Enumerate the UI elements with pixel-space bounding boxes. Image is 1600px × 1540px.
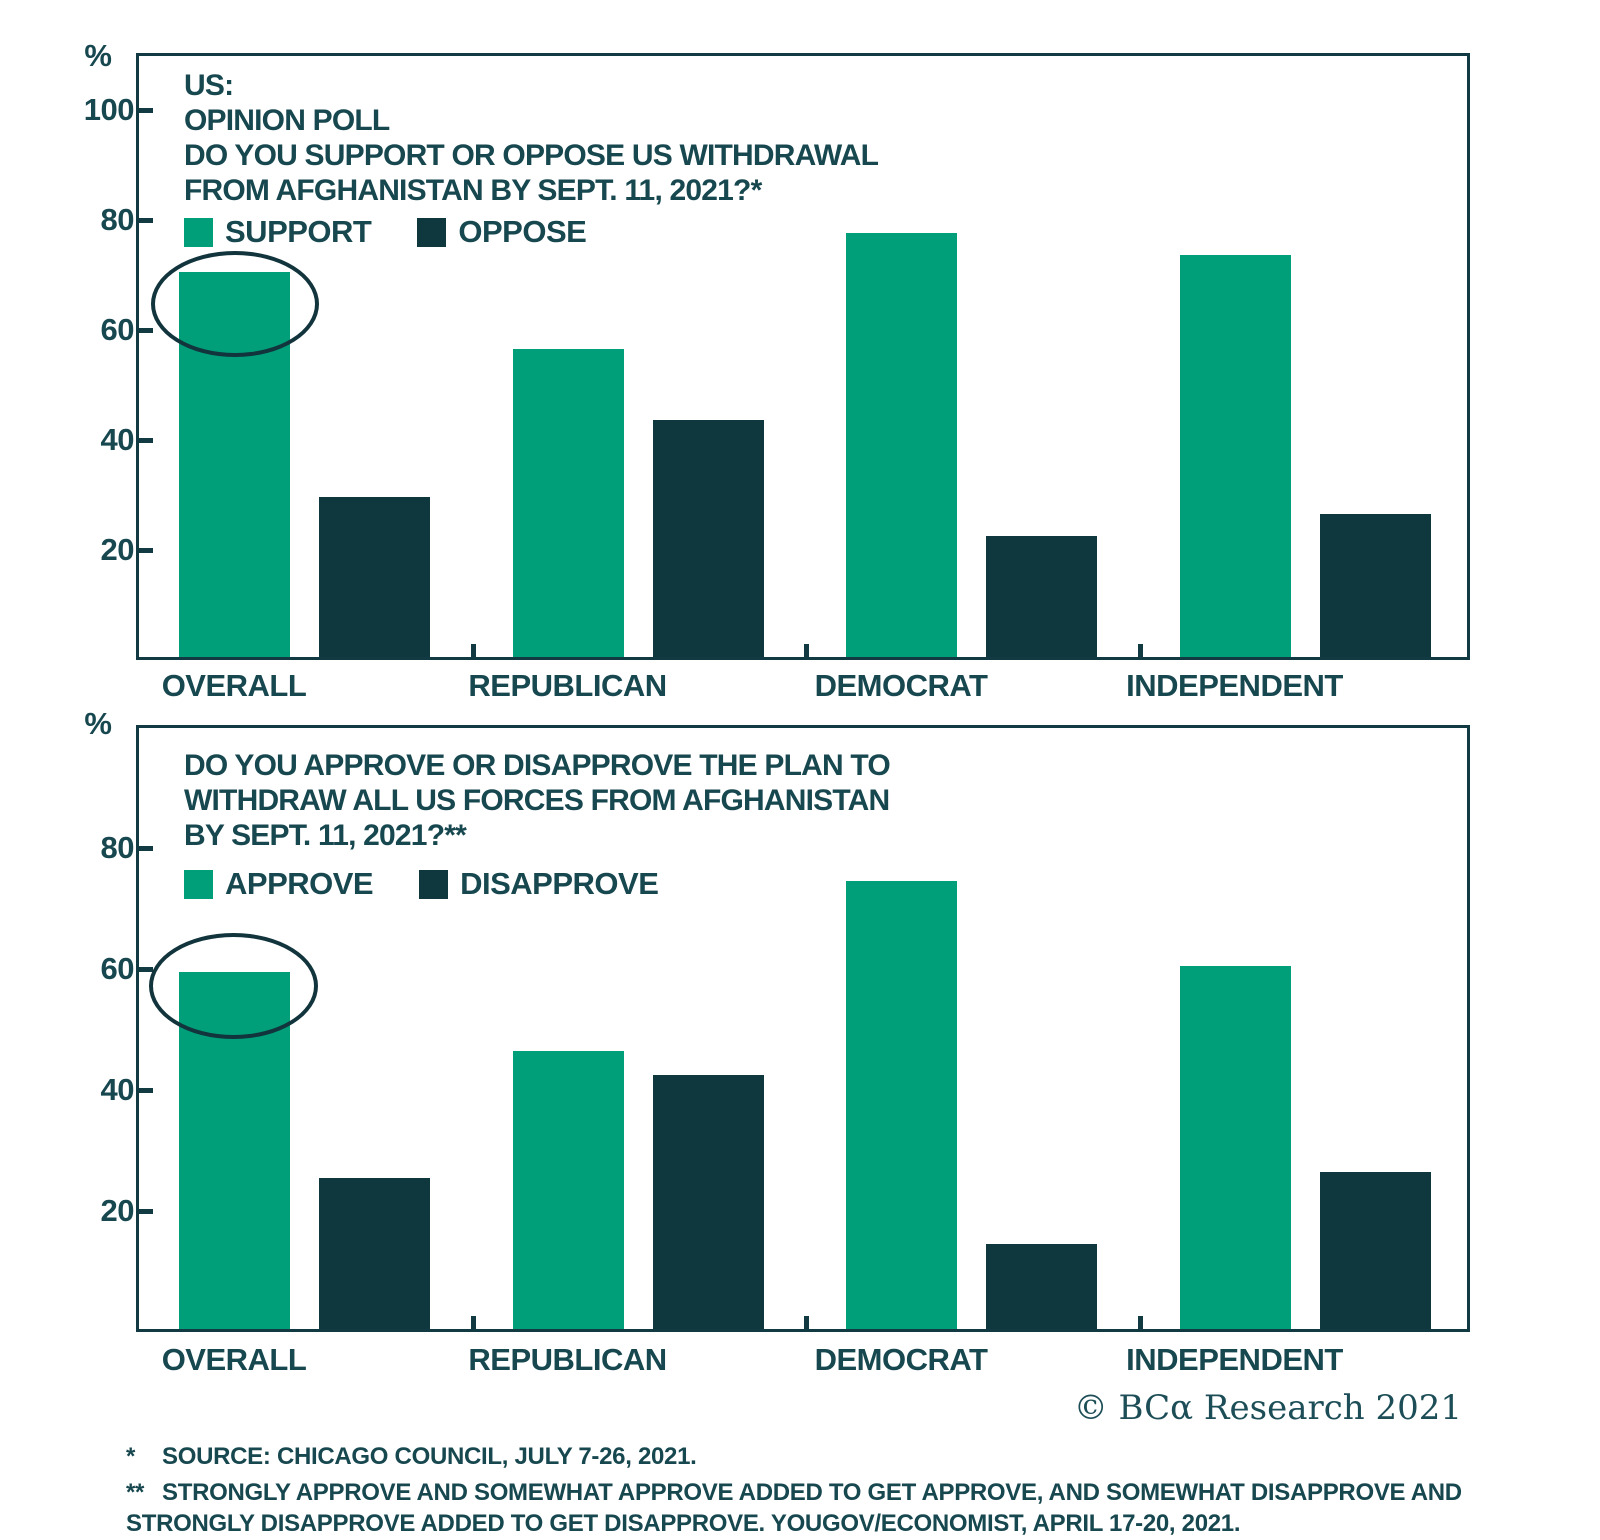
y-tick-label: 40 — [100, 1072, 134, 1107]
bar-republican-disapprove — [653, 1075, 764, 1329]
title-line: DO YOU APPROVE OR DISAPPROVE THE PLAN TO — [184, 749, 890, 782]
y-axis-tick — [139, 846, 153, 851]
footnote-text: SOURCE: CHICAGO COUNCIL, JULY 7-26, 2021. — [162, 1443, 697, 1470]
footnotes — [126, 1441, 1526, 1540]
y-tick-label: 20 — [100, 532, 134, 567]
category-label-independent: INDEPENDENT — [1126, 668, 1343, 703]
legend-swatch-oppose — [417, 218, 446, 247]
y-tick-label: 100 — [83, 92, 134, 127]
legend-swatch-disapprove — [419, 870, 448, 899]
y-tick-label: 60 — [100, 951, 134, 986]
x-axis-group-tick — [804, 644, 809, 657]
y-axis-tick — [139, 1209, 153, 1214]
title-line: FROM AFGHANISTAN BY SEPT. 11, 2021?* — [184, 174, 762, 207]
bar-independent-approve — [1180, 966, 1291, 1329]
top-chart-legend — [184, 214, 586, 250]
category-label-democrat: DEMOCRAT — [814, 668, 988, 703]
percent-axis-unit-bottom: % — [84, 706, 112, 741]
y-tick-label: 80 — [100, 830, 134, 865]
footnote-marker: ** — [126, 1479, 145, 1506]
x-axis-group-tick — [471, 1316, 476, 1329]
percent-axis-unit-top: % — [84, 38, 112, 73]
legend-swatch-approve — [184, 870, 213, 899]
bar-independent-oppose — [1320, 514, 1431, 657]
legend-label-support: SUPPORT — [225, 214, 372, 249]
y-tick-label: 40 — [100, 422, 134, 457]
y-axis-tick — [139, 218, 153, 223]
top-chart-plot-area — [136, 53, 1470, 660]
x-axis-group-tick — [1138, 644, 1143, 657]
bar-republican-approve — [513, 1051, 624, 1329]
bar-republican-oppose — [653, 420, 764, 657]
category-label-overall: OVERALL — [161, 1342, 307, 1377]
title-line: BY SEPT. 11, 2021?** — [184, 819, 466, 852]
highlight-ellipse-bottom-chart — [149, 933, 318, 1039]
y-axis-tick — [139, 438, 153, 443]
legend-label-disapprove: DISAPPROVE — [460, 866, 659, 901]
y-tick-label: 20 — [100, 1193, 134, 1228]
x-axis-group-tick — [471, 644, 476, 657]
y-axis-tick — [139, 1088, 153, 1093]
title-line: DO YOU SUPPORT OR OPPOSE US WITHDRAWAL — [184, 139, 879, 172]
legend-swatch-support — [184, 218, 213, 247]
x-axis-group-tick — [1138, 1316, 1143, 1329]
category-label-independent: INDEPENDENT — [1126, 1342, 1343, 1377]
legend-label-approve: APPROVE — [225, 866, 374, 901]
bar-democrat-disapprove — [986, 1244, 1097, 1329]
bar-democrat-oppose — [986, 536, 1097, 657]
footnote-marker: * — [126, 1443, 136, 1470]
title-line: US: — [184, 69, 234, 102]
footnote-methodology — [126, 1477, 1526, 1539]
y-axis-tick — [139, 108, 153, 113]
bottom-chart-legend — [184, 866, 658, 902]
legend-label-oppose: OPPOSE — [458, 214, 587, 249]
footnote-text: STRONGLY APPROVE AND SOMEWHAT APPROVE ADDED TO GET APPROVE, AND SOMEWHAT DISAPPROVE AND STRONGLY DISAPPROVE ADDED TO GET DISAPPROVE. YOUGOV/ECONOMIST, APRIL 17-20, 2021. — [126, 1479, 1462, 1537]
bar-democrat-support — [846, 233, 957, 657]
x-axis-group-tick — [804, 1316, 809, 1329]
title-line: WITHDRAW ALL US FORCES FROM AFGHANISTAN — [184, 784, 890, 817]
highlight-ellipse-top-chart — [151, 251, 319, 357]
bca-research-credit: © BCα Research 2021 — [1073, 1388, 1462, 1428]
y-tick-label: 80 — [100, 202, 134, 237]
bar-republican-support — [513, 349, 624, 657]
bottom-chart-plot-area — [136, 725, 1470, 1332]
y-axis-tick — [139, 328, 153, 333]
category-label-republican: REPUBLICAN — [468, 668, 667, 703]
bar-democrat-approve — [846, 881, 957, 1329]
bar-independent-disapprove — [1320, 1172, 1431, 1329]
category-label-overall: OVERALL — [161, 668, 307, 703]
title-line: OPINION POLL — [184, 104, 390, 137]
category-label-democrat: DEMOCRAT — [814, 1342, 988, 1377]
y-tick-label: 60 — [100, 312, 134, 347]
category-label-republican: REPUBLICAN — [468, 1342, 667, 1377]
y-axis-tick — [139, 967, 153, 972]
bar-overall-disapprove — [319, 1178, 430, 1329]
bar-independent-support — [1180, 255, 1291, 657]
top-chart-title — [184, 68, 878, 208]
footnote-source — [126, 1441, 1526, 1472]
bottom-chart-title — [184, 748, 890, 853]
y-axis-tick — [139, 548, 153, 553]
bar-overall-oppose — [319, 497, 430, 657]
